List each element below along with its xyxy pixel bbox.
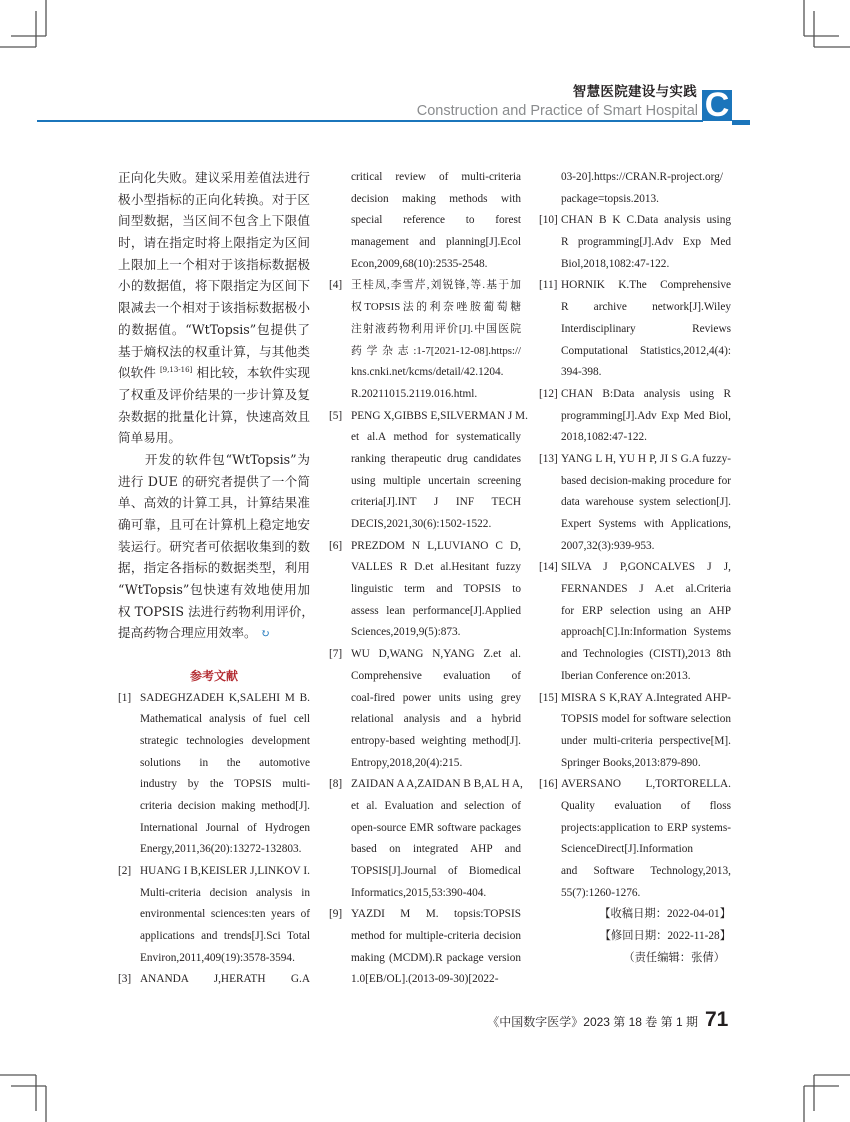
reference-line [329, 948, 521, 970]
reference-text: PENG X,GIBBS E,SILVERMAN J M. [351, 409, 528, 422]
reference-text: relational analysis and a hybrid [351, 713, 521, 726]
reference-line [329, 427, 521, 449]
reference-text: applications and trends[J].Sci Total [140, 930, 310, 943]
responsible-editor: （责任编辑：张倩） [623, 951, 725, 964]
reference-text: ranking therapeutic drug candidates [351, 452, 521, 465]
reference-text: open-source EMR software packages [351, 821, 521, 834]
reference-text: R archive network[J].Wiley [561, 301, 731, 314]
reference-text: FERNANDES J A.et al.Criteria [561, 583, 731, 596]
reference-line [118, 709, 310, 731]
reference-number: [5] [329, 409, 343, 422]
text-line [118, 622, 310, 644]
reference-text: Expert Systems with Applications, [561, 518, 731, 530]
reference-line [539, 492, 731, 514]
reference-line [539, 579, 731, 601]
spacer [118, 644, 310, 666]
reference-line [329, 319, 521, 341]
reference-text: under multi-criteria perspective[M]. [561, 734, 731, 747]
text-segment: “WtTopsis”包快速有效地使用加 [118, 582, 310, 598]
reference-text: et al.A method for systematically [351, 431, 521, 444]
reference-text: Comprehensive evaluation of [351, 669, 521, 682]
reference-text: industry by the TOPSIS multi- [140, 778, 310, 791]
text-segment: 确可靠，且可在计算机上稳定地安 [118, 517, 310, 532]
section-title-cn: 智慧医院建设与实践 [572, 84, 697, 100]
reference-text: Mathematical analysis of fuel cell [140, 713, 310, 726]
reference-line [118, 969, 310, 991]
text-line [118, 362, 310, 384]
reference-line [118, 883, 310, 905]
reference-line [329, 275, 521, 297]
reference-text: CHAN B:Data analysis using R [561, 387, 731, 400]
reference-text: 2007,32(3):939-953. [561, 539, 655, 552]
reference-line [539, 427, 731, 449]
reference-text: environmental sciences:ten years of [140, 908, 310, 921]
reference-line [329, 557, 521, 579]
text-line: 正向化失败。建议采用差值法进行 [118, 170, 310, 185]
text-line [118, 471, 310, 493]
reference-line [329, 622, 521, 644]
reference-text: method for multiple-criteria decision [351, 930, 521, 943]
reference-text: Multi-criteria decision analysis in [140, 886, 310, 899]
reference-number: [1] [118, 691, 132, 704]
text-line: 的数据值。“WtTopsis”包提供了 [118, 321, 310, 337]
column-1 [118, 167, 314, 991]
reference-text: DECIS,2021,30(6):1502-1522. [351, 518, 492, 530]
reference-line [539, 275, 731, 297]
reference-text: approach[C].In:Information Systems [561, 626, 731, 639]
text-line [118, 579, 310, 601]
reference-text: Sciences,2019,9(5):873. [351, 626, 461, 639]
reference-number: [7] [329, 648, 343, 661]
reference-text: linguistic term and TOPSIS to [351, 583, 521, 596]
section-letter-badge: C [702, 90, 732, 121]
reference-line [329, 731, 521, 753]
reference-number: [9] [329, 908, 343, 921]
reference-text: ZAIDAN A A,ZAIDAN B B,AL H A, [351, 778, 523, 791]
reference-number: [11] [539, 279, 558, 292]
reference-text: HORNIK K.The Comprehensive [561, 279, 731, 292]
reference-line [329, 969, 521, 991]
reference-text: YANG L H, YU H P, JI S G.A fuzzy- [561, 452, 731, 465]
reference-text: Environ,2011,409(19):3578-3594. [140, 951, 295, 964]
reference-line [539, 818, 731, 840]
text-line [118, 514, 310, 536]
reference-line [539, 774, 731, 796]
reference-number: [12] [539, 387, 558, 400]
reference-line [539, 167, 731, 189]
reference-line [329, 818, 521, 840]
reference-text: TOPSIS model for software selection [561, 713, 731, 726]
reference-text: using multiple uncertain screening [351, 474, 521, 487]
reference-text: et al. Evaluation and selection of [351, 799, 521, 812]
reference-number: [6] [329, 539, 343, 552]
reference-text: Energy,2011,36(20):13272-132803. [140, 843, 302, 856]
reference-text: Entropy,2018,20(4):215. [351, 756, 463, 769]
reference-line [329, 449, 521, 471]
reference-text: Informatics,2015,53:390-404. [351, 886, 487, 899]
text-line: 小的数据值，将下限指定为区间下 [118, 278, 310, 294]
reference-text: solutions in the automotive [140, 756, 310, 769]
reference-line [118, 774, 310, 796]
revised-date: 【修回日期：2022-11-28】 [599, 930, 731, 943]
reference-line [539, 753, 731, 775]
reference-text: based on integrated AHP and [351, 843, 521, 856]
text-line: 时，请在指定时将上限指定为区间 [118, 235, 310, 251]
reference-line [539, 384, 731, 406]
reference-number: [8] [329, 778, 343, 791]
reference-line [118, 731, 310, 753]
reference-line [329, 384, 521, 406]
reference-line [539, 709, 731, 731]
reference-line [329, 167, 521, 189]
reference-text: R.20211015.2119.016.html. [351, 387, 478, 400]
reference-line [539, 319, 731, 341]
reference-text: R programming[J].Adv Exp Med [561, 236, 731, 249]
reference-line [539, 471, 731, 493]
reference-text: 394-398. [561, 366, 602, 379]
reference-text: coal-fired power units using grey [351, 691, 521, 704]
reference-line [539, 254, 731, 276]
reference-text: programming[J].Adv Exp Med Biol, [561, 409, 731, 422]
reference-number: [16] [539, 778, 558, 791]
reference-text: PREZDOM N L,LUVIANO C D, [351, 539, 521, 552]
text-segment: 相比较，本软件实现 [192, 365, 310, 381]
page-number: 71 [705, 1008, 729, 1031]
text-segment: 开发的软件包“WtTopsis”为 [118, 451, 310, 467]
text-line [118, 449, 310, 471]
reference-line [329, 232, 521, 254]
reference-line [539, 601, 731, 623]
reference-line [329, 644, 521, 666]
text-segment: 似软件 [118, 365, 160, 381]
references-heading: 参考文献 [189, 668, 238, 683]
reference-line [329, 254, 521, 276]
reference-line [329, 341, 521, 363]
reference-line [329, 883, 521, 905]
reference-line [539, 210, 731, 232]
reference-line [539, 622, 731, 644]
reference-line [118, 753, 310, 775]
reference-line [539, 232, 731, 254]
reference-line [118, 688, 310, 710]
text-segment: 进行 DUE 的研究者提供了一个简 [118, 473, 310, 489]
text-line [118, 601, 314, 623]
reference-line [329, 210, 521, 232]
reference-line [118, 926, 310, 948]
text-line [118, 536, 310, 558]
article-end-icon: ↻ [260, 627, 270, 641]
reference-line [539, 406, 731, 428]
reference-line [118, 839, 310, 861]
reference-line [118, 861, 310, 883]
reference-text: strategic technologies development [140, 734, 310, 747]
reference-text: MISRA S K,RAY A.Integrated AHP- [561, 691, 731, 704]
reference-line [329, 579, 521, 601]
text-line [118, 492, 310, 514]
reference-text: entropy-based weighting method[J]. [351, 734, 521, 747]
reference-line [539, 666, 731, 688]
reference-line [539, 731, 731, 753]
reference-text: for ERP selection using an AHP [561, 604, 731, 617]
reference-number: [14] [539, 561, 558, 574]
header-rule [37, 120, 703, 122]
reference-line [329, 839, 521, 861]
footer-journal-issue: 《中国数字医学》2023 第 18 卷 第 1 期 [487, 1015, 698, 1029]
reference-number: [10] [539, 214, 558, 227]
received-date: 【收稿日期：2022-04-01】 [599, 908, 731, 921]
reference-text: 药学杂志:1-7[2021-12-08].https:// [351, 344, 521, 357]
reference-line [539, 796, 731, 818]
reference-text: management and planning[J].Ecol [351, 236, 521, 249]
reference-text: VALLES R D.et al.Hesitant fuzzy [351, 561, 521, 574]
reference-text: criteria[J].INT J INF TECH [351, 496, 521, 509]
reference-line [539, 362, 731, 384]
body-text [118, 167, 314, 644]
reference-text: 1.0[EB/OL].(2013-09-30)[2022- [351, 973, 499, 986]
reference-line [329, 926, 521, 948]
reference-line [539, 557, 731, 579]
reference-text: 王桂凤,李雪芹,刘锐锋,等.基于加 [351, 279, 521, 292]
reference-line [329, 471, 521, 493]
reference-text: 权TOPSIS法的利奈唑胺葡萄糖 [351, 301, 521, 314]
section-title-en: Construction and Practice of Smart Hospital [416, 103, 698, 119]
reference-text: critical review of multi-criteria [351, 171, 521, 183]
reference-line [329, 492, 521, 514]
text-line: 简单易用。 [118, 430, 181, 446]
reference-text: criteria decision making method[J]. [140, 799, 310, 812]
reference-text: 55(7):1260-1276. [561, 886, 641, 899]
reference-line [539, 449, 731, 471]
reference-line [329, 406, 528, 428]
reference-line [329, 796, 521, 818]
reference-line [329, 904, 521, 926]
reference-text: WU D,WANG N,YANG Z.et al. [351, 648, 521, 661]
reference-line [539, 688, 731, 710]
text-line: 杂数据的批量化计算，快速高效且 [118, 408, 310, 424]
reference-text: TOPSIS[J].Journal of Biomedical [351, 865, 521, 877]
reference-line [329, 774, 521, 796]
reference-text: YAZDI M M. topsis:TOPSIS [351, 908, 521, 921]
reference-line [539, 297, 731, 319]
reference-text: decision making methods with [351, 192, 521, 205]
reference-text: Iberian Conference on:2013. [561, 669, 691, 682]
reference-text: and Software Technology,2013, [561, 865, 731, 877]
reference-text: package=topsis.2013. [561, 192, 659, 205]
text-line: 基于熵权法的权重计算，与其他类 [118, 343, 310, 359]
reference-number: [3] [118, 973, 132, 986]
text-line: 极小型指标的正向化转换。对于区 [118, 191, 310, 207]
text-segment: 单、高效的计算工具，计算结果准 [118, 495, 310, 511]
reference-text: Interdisciplinary Reviews [561, 322, 731, 335]
reference-text: AVERSANO L,TORTORELLA. [561, 778, 731, 791]
reference-text: 注射液药物利用评价[J].中国医院 [351, 322, 521, 335]
reference-line [539, 883, 731, 905]
reference-text: special reference to forest [351, 214, 521, 227]
reference-list [118, 688, 310, 992]
reference-line [118, 948, 310, 970]
reference-line [329, 514, 521, 536]
reference-text: assess lean performance[J].Applied [351, 604, 521, 617]
text-line: 限减去一个相对于该指标数据极小 [118, 300, 310, 316]
column-3 [539, 167, 731, 969]
reference-text: SADEGHZADEH K,SALEHI M B. [140, 691, 310, 704]
text-line: 上限加上一个相对于该指标数据极 [118, 256, 310, 272]
reference-text: CHAN B K C.Data analysis using [561, 214, 731, 227]
reference-line [329, 362, 521, 384]
column-2 [329, 167, 528, 991]
reference-line [539, 341, 731, 363]
reference-line [539, 514, 731, 536]
text-segment: 据，指定各指标的数据类型，利用 [118, 560, 310, 576]
reference-line [539, 839, 731, 861]
reference-text: projects:application to ERP systems- [561, 821, 731, 834]
reference-number: [2] [118, 865, 132, 877]
reference-line [329, 861, 521, 883]
header-accent-bar [732, 120, 750, 125]
reference-line [329, 709, 521, 731]
text-segment: 权 TOPSIS 法进行药物利用评价， [118, 603, 314, 619]
reference-line [539, 189, 731, 211]
reference-text: ANANDA J,HERATH G.A [140, 973, 310, 986]
reference-number: [4] [329, 279, 343, 292]
text-line [118, 557, 310, 579]
reference-line [329, 536, 521, 558]
reference-line [329, 753, 521, 775]
reference-text: Econ,2009,68(10):2535-2548. [351, 257, 488, 270]
reference-line [329, 688, 521, 710]
text-segment: 装运行。研究者可依据收集到的数 [118, 538, 310, 554]
reference-text: kns.cnki.net/kcms/detail/42.1204. [351, 366, 504, 379]
reference-line [539, 644, 731, 666]
text-line: 间型数据，当区间不包含上下限值 [118, 213, 310, 229]
reference-text: Computational Statistics,2012,4(4): [561, 344, 731, 357]
citation-superscript: [9,13-16] [159, 366, 193, 375]
reference-text: 03-20].https://CRAN.R-project.org/ [561, 171, 724, 183]
reference-text: SILVA J P,GONCALVES J J, [561, 561, 731, 574]
reference-line [539, 861, 731, 883]
reference-line [329, 601, 521, 623]
reference-text: making (MCDM).R package version [351, 951, 521, 964]
reference-line [539, 536, 731, 558]
reference-text: 2018,1082:47-122. [561, 431, 647, 444]
reference-line [329, 666, 521, 688]
reference-text: International Journal of Hydrogen [140, 821, 310, 834]
reference-number: [13] [539, 452, 558, 465]
reference-line [329, 189, 521, 211]
reference-line [118, 818, 310, 840]
reference-text: data warehouse system selection[J]. [561, 496, 731, 509]
reference-text: Biol,2018,1082:47-122. [561, 257, 670, 270]
text-segment: 提高药物合理应用效率。 [118, 625, 257, 641]
reference-number: [15] [539, 691, 558, 704]
text-line: 了权重及评价结果的一步计算及复 [118, 386, 310, 402]
reference-text: ScienceDirect[J].Information [561, 843, 694, 856]
reference-text: Springer Books,2013:879-890. [561, 756, 701, 769]
reference-text: based decision-making procedure for [561, 474, 731, 487]
reference-line [329, 297, 521, 319]
reference-text: HUANG I B,KEISLER J,LINKOV I. [140, 865, 310, 877]
reference-text: Quality evaluation of floss [561, 799, 731, 812]
reference-text: and Technologies (CISTI),2013 8th [561, 648, 731, 661]
reference-line [118, 796, 310, 818]
reference-line [118, 904, 310, 926]
